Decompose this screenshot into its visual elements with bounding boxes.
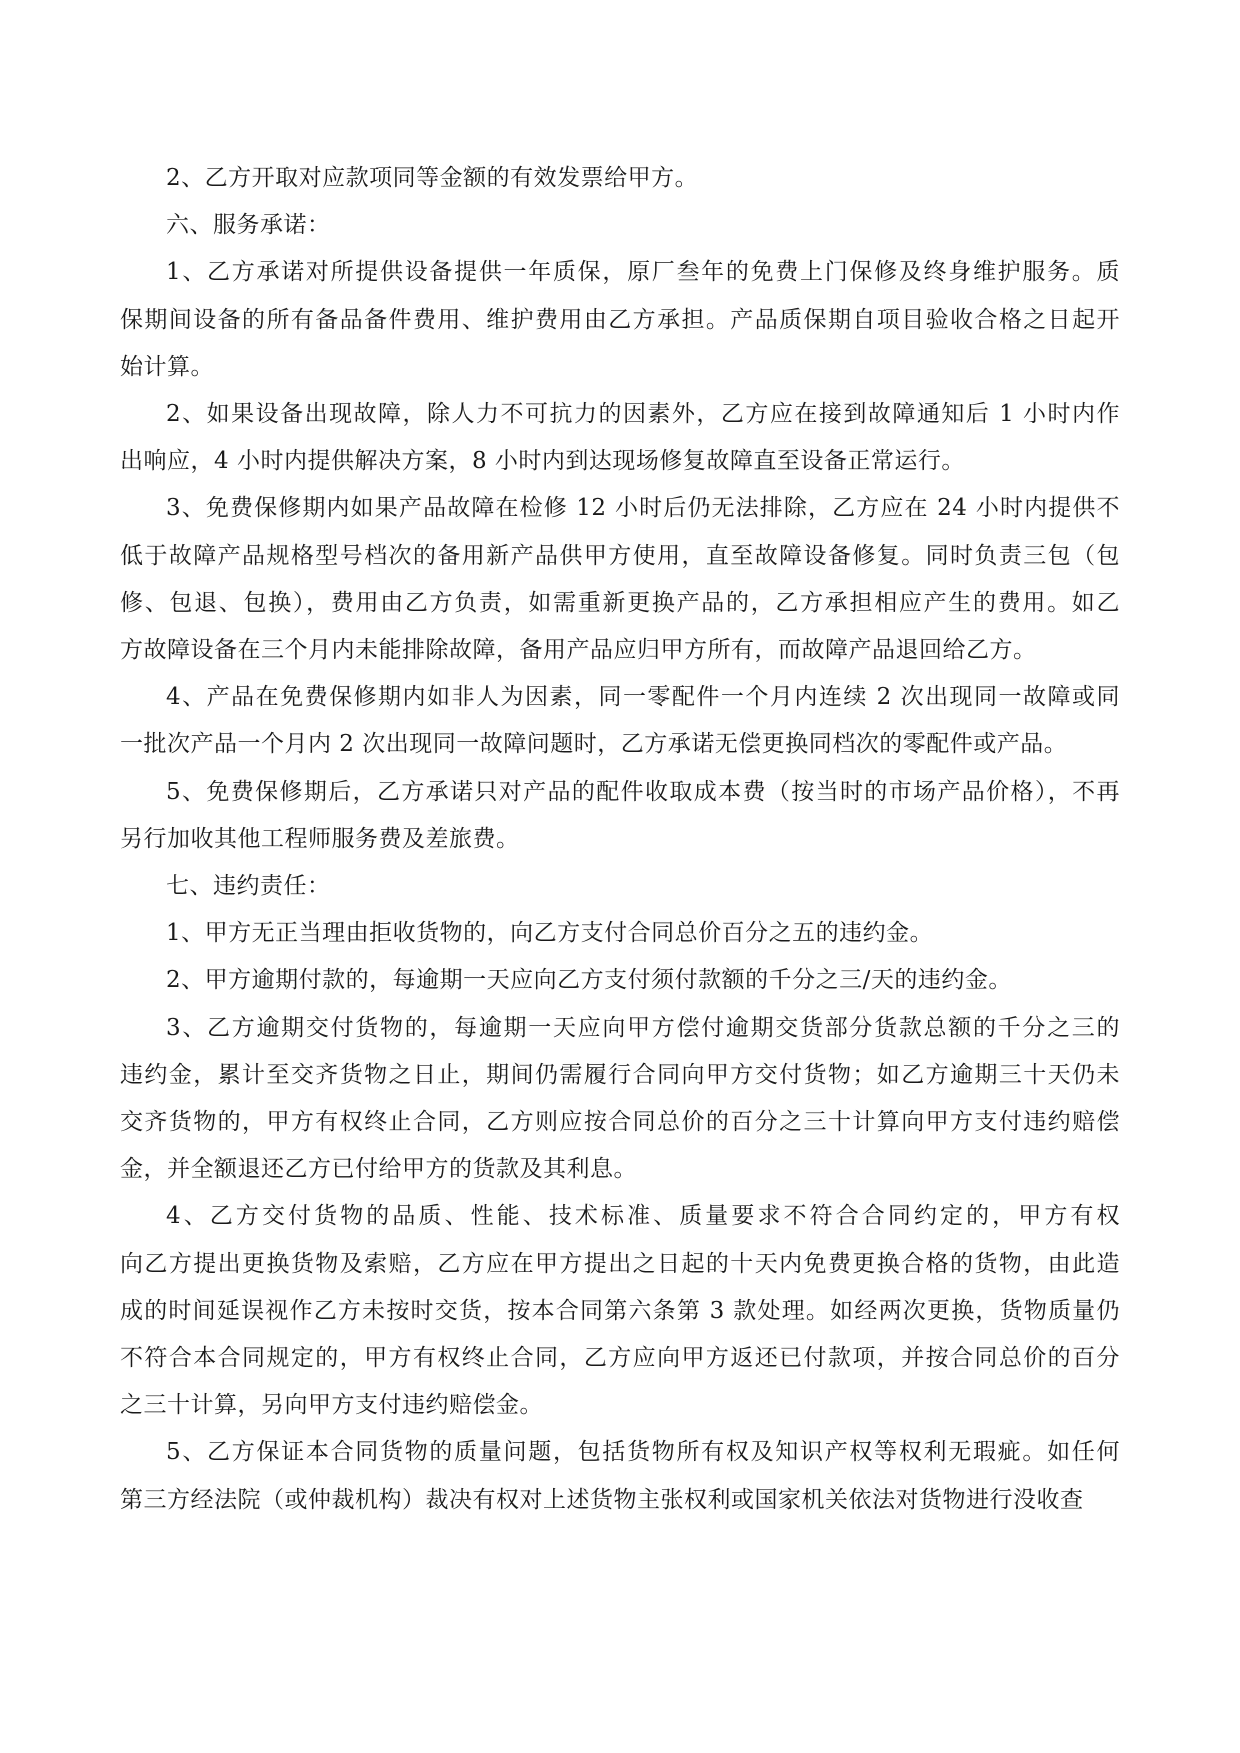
text-line: 交齐货物的，甲方有权终止合同，乙方则应按合同总价的百分之三十计算向甲方支付违约赔偿 — [120, 1109, 1120, 1136]
paragraph-p2 — [120, 202, 1120, 249]
text-line: 3、免费保修期内如果产品故障在检修 12 小时后仍无法排除，乙方应在 24 小时内提供不 — [166, 495, 1120, 522]
text-line: 4、产品在免费保修期内如非人为因素，同一零配件一个月内连续 2 次出现同一故障或同 — [166, 684, 1120, 711]
text-line: 始计算。 — [120, 353, 214, 380]
text-line: 违约金，累计至交齐货物之日止，期间仍需履行合同向甲方交付货物；如乙方逾期三十天仍未 — [120, 1061, 1120, 1088]
paragraph-p12 — [120, 1193, 1120, 1429]
paragraph-p1 — [120, 155, 1120, 202]
text-line: 2、如果设备出现故障，除人力不可抗力的因素外，乙方应在接到故障通知后 1 小时内作 — [166, 401, 1120, 428]
text-line: 5、乙方保证本合同货物的质量问题，包括货物所有权及知识产权等权利无瑕疵。如任何 — [166, 1439, 1120, 1466]
text-line: 方故障设备在三个月内未能排除故障，备用产品应归甲方所有，而故障产品退回给乙方。 — [120, 637, 1037, 664]
paragraph-p5 — [120, 485, 1120, 674]
paragraph-p9 — [120, 910, 1120, 957]
paragraph-p11 — [120, 1005, 1120, 1194]
paragraph-p7 — [120, 769, 1120, 863]
text-line: 另行加收其他工程师服务费及差旅费。 — [120, 825, 520, 852]
text-line: 3、乙方逾期交付货物的，每逾期一天应向甲方偿付逾期交货部分货款总额的千分之三的 — [166, 1014, 1120, 1041]
text-line: 成的时间延误视作乙方未按时交货，按本合同第六条第 3 款处理。如经两次更换，货物质量仍 — [120, 1297, 1120, 1324]
text-line: 金，并全额退还乙方已付给甲方的货款及其利息。 — [120, 1156, 637, 1183]
text-line: 1、乙方承诺对所提供设备提供一年质保，原厂叁年的免费上门保修及终身维护服务。质 — [166, 259, 1120, 286]
text-line: 1、甲方无正当理由拒收货物的，向乙方支付合同总价百分之五的违约金。 — [166, 920, 934, 947]
text-line: 2、乙方开取对应款项同等金额的有效发票给甲方。 — [166, 165, 699, 191]
text-line: 出响应，4 小时内提供解决方案，8 小时内到达现场修复故障直至设备正常运行。 — [120, 448, 965, 475]
paragraph-p4 — [120, 391, 1120, 485]
text-line: 2、甲方逾期付款的，每逾期一天应向乙方支付须付款额的千分之三/天的违约金。 — [166, 967, 1012, 994]
text-line: 向乙方提出更换货物及索赔，乙方应在甲方提出之日起的十天内免费更换合格的货物，由此造 — [120, 1250, 1120, 1277]
text-line: 低于故障产品规格型号档次的备用新产品供甲方使用，直至故障设备修复。同时负责三包（包 — [120, 542, 1120, 569]
text-line: 不符合本合同规定的，甲方有权终止合同，乙方应向甲方返还已付款项，并按合同总价的百分 — [120, 1345, 1120, 1372]
paragraph-p3 — [120, 249, 1120, 391]
text-line: 5、免费保修期后，乙方承诺只对产品的配件收取成本费（按当时的市场产品价格），不再 — [166, 778, 1120, 805]
text-line: 保期间设备的所有备品备件费用、维护费用由乙方承担。产品质保期自项目验收合格之日起开 — [120, 306, 1120, 333]
text-line: 七、违约责任： — [166, 873, 331, 900]
text-line: 之三十计算，另向甲方支付违约赔偿金。 — [120, 1392, 543, 1419]
document-body — [120, 155, 1120, 1524]
text-line: 修、包退、包换），费用由乙方负责，如需重新更换产品的，乙方承担相应产生的费用。如乙 — [120, 589, 1120, 616]
text-line: 4、乙方交付货物的品质、性能、技术标准、质量要求不符合合同约定的，甲方有权 — [166, 1203, 1120, 1230]
paragraph-p8 — [120, 863, 1120, 910]
text-line: 一批次产品一个月内 2 次出现同一故障问题时，乙方承诺无偿更换同档次的零配件或产品。 — [120, 731, 1068, 758]
paragraph-p6 — [120, 674, 1120, 768]
paragraph-p10 — [120, 957, 1120, 1004]
paragraph-p13 — [120, 1429, 1120, 1523]
text-line: 第三方经法院（或仲裁机构）裁决有权对上述货物主张权利或国家机关依法对货物进行没收查 — [120, 1486, 1084, 1513]
text-line: 六、服务承诺： — [166, 212, 331, 239]
